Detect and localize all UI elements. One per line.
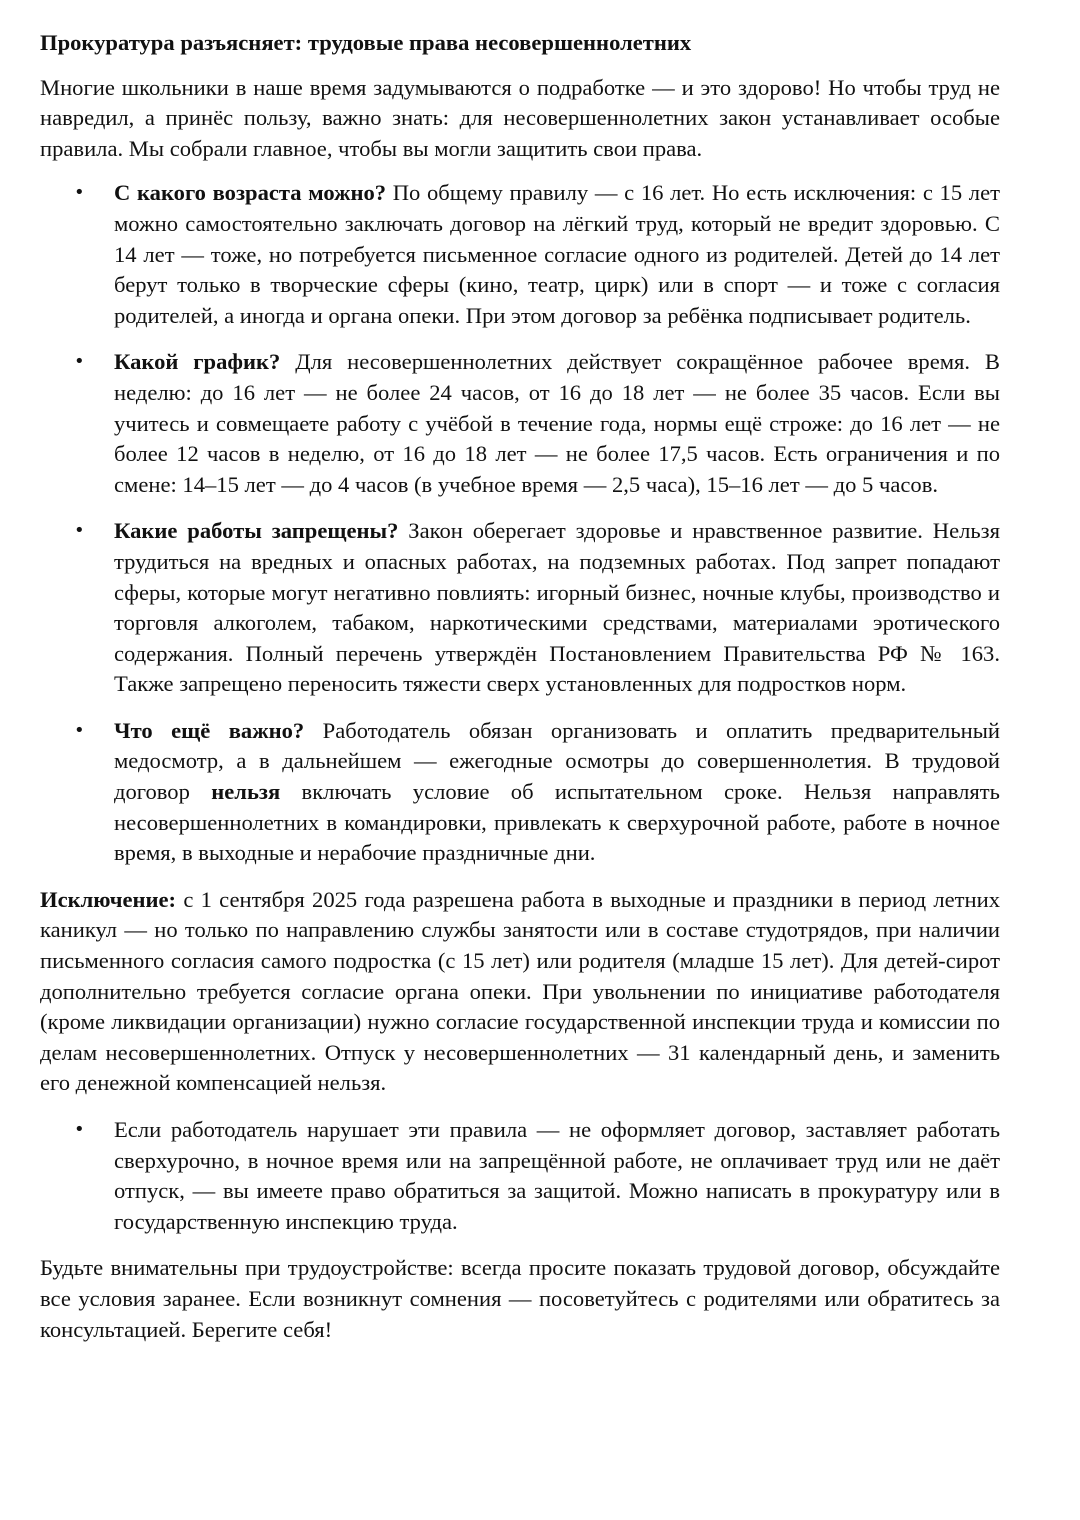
item-text: По общему правилу — с 16 лет. Но есть исключения: с 15 лет можно самостоятельно заключать договор на лёгкий труд, который не вредит здоровью. С 14 лет — тоже, но потребуется письменное согласие одного из родителей. Детей до 14 лет берут только в творческие сферы (кино, театр, цирк) или в спорт — и тоже с согласия родителей, а иногда и органа опеки. При этом договор за ребёнка подписывает родитель. [114,180,1000,328]
bullet-icon: • [74,351,85,373]
document-title: Прокуратура разъясняет: трудовые права несовершеннолетних [40,30,692,55]
list-item-forbidden-work [40,516,1000,700]
list-item-important [40,716,1000,869]
bullet-icon: • [74,520,85,542]
item-emphasis: нельзя [211,779,281,805]
item-heading: Что ещё важно? [114,717,305,743]
closing-paragraph: Будьте внимательны при трудоустройстве: всегда просите показать трудовой договор, обсуждайте все условия заранее. Если возникнут сомнения — посоветуйтесь с родителями или обратитесь за консультацией. Берегите себя! [40,1255,1000,1342]
exception-text: с 1 сентября 2025 года разрешена работа в выходные и праздники в период летних каникул — но только по направлению службы занятости или в составе студотрядов, при наличии письменного согласия самого подростка (с 15 лет) или родителя (младше 15 лет). Для детей-сирот дополнительно требуется согласие органа опеки. При увольнении по инициативе работодателя (кроме ликвидации организации) нужно согласие государственной инспекции труда и комиссии по делам несовершеннолетних. Отпуск у несовершеннолетних — 31 календарный день, и заменить его денежной компенсацией нельзя. [40,886,1000,1096]
item-heading: С какого возраста можно? [114,180,387,206]
list-item-violation [40,1115,1000,1237]
item-text: включать условие об испытательном сроке. Нельзя направлять несовершеннолетних в командировки, привлекать к сверхурочной работе, работе в ночное время, в выходные и нерабочие праздничные дни. [114,779,1000,866]
item-text: Закон оберегает здоровье и нравственное развитие. Нельзя трудиться на вредных и опасных работах, на подземных работах. Под запрет попадают сферы, которые могут негативно повлиять: игорный бизнес, ночные клубы, производство и торговля алкоголем, табаком, наркотическими средствами, материалами эротического содержания. Полный перечень утверждён Постановлением Правительства РФ № 163. Также запрещено переносить тяжести сверх установленных для подростков норм. [114,518,1000,697]
list-item-age [40,178,1000,331]
violation-list [40,1115,1000,1237]
item-text: Работодатель обязан организовать и оплатить предварительный медосмотр, а в дальнейшем — ежегодные осмотры до совершеннолетия. В трудовой договор [114,717,1000,805]
intro-paragraph: Многие школьники в наше время задумываются о подработке — и это здорово! Но чтобы труд не навредил, а принёс пользу, важно знать: для несовершеннолетних закон устанавливает особые правила. Мы собрали главное, чтобы вы могли защитить свои права. [40,74,1000,161]
list-item-schedule [40,347,1000,500]
bullet-icon: • [74,182,85,204]
item-text: Для несовершеннолетних действует сокращённое рабочее время. В неделю: до 16 лет — не более 24 часов, от 16 до 18 лет — не более 35 часов. Если вы учитесь и совмещаете работу с учёбой в течение года, нормы ещё строже: до 16 лет — не более 12 часов в неделю, от 16 до 18 лет — не более 17,5 часов. Есть ограничения и по смене: 14–15 лет — до 4 часов (в учебное время — 2,5 часа), 15–16 лет — до 5 часов. [114,349,1000,497]
item-heading: Какие работы запрещены? [114,518,399,544]
item-heading: Какой график? [114,349,281,375]
rules-list [40,178,1000,868]
exception-paragraph [40,885,1000,1099]
item-text: Если работодатель нарушает эти правила — не оформляет договор, заставляет работать сверхурочно, в ночное время или на запрещённой работе, не оплачивает труд или не даёт отпуск, — вы имеете право обратиться за защитой. Можно написать в прокуратуру или в государственную инспекцию труда. [114,1117,1000,1234]
bullet-icon: • [74,1119,85,1140]
bullet-icon: • [74,719,85,741]
exception-label: Исключение: [40,886,177,912]
